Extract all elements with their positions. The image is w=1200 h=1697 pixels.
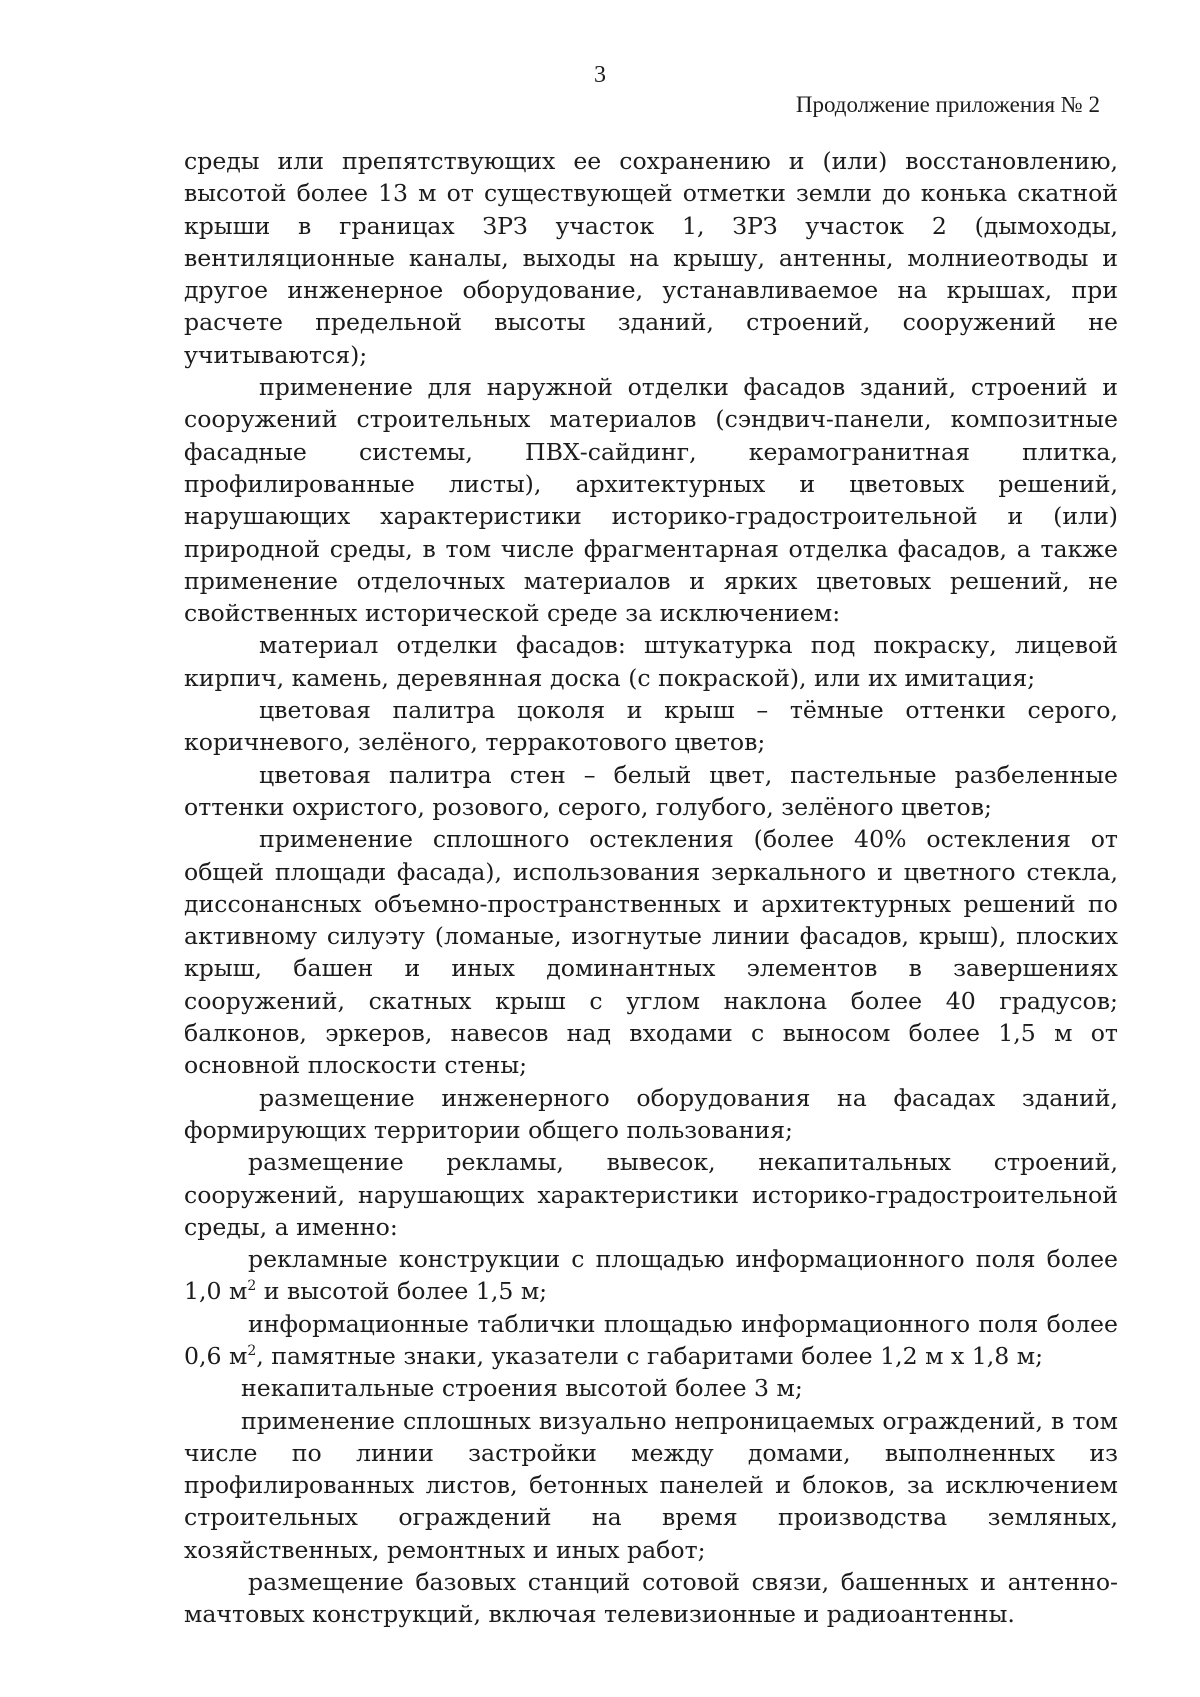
paragraph-text: информационные таблички площадью информационного поля более 0,6 м — [184, 1309, 1118, 1370]
paragraph: некапитальные строения высотой более 3 м; — [241, 1374, 803, 1403]
paragraph: применение для наружной отделки фасадов зданий, строений и сооружений строительных материалов (сэндвич-панели, композитные фасадные системы, ПВХ-сайдинг, керамогранитная плитка, профилированные листы), архитектурных и цветовых решений, нарушающих характеристики историко-градостроительной и (или) природной среды, в том числе фрагментарная отделка фасадов, а также применение отделочных материалов и ярких цветовых решений, не свойственных исторической среде за исключением: — [184, 373, 1118, 628]
paragraph: среды или препятствующих ее сохранению и (или) восстановлению, высотой более 13 м от существующей отметки земли до конька скатной крыши в границах ЗРЗ участок 1, ЗРЗ участок 2 (дымоходы, вентиляционные каналы, выходы на крышу, антенны, молниеотводы и другое инженерное оборудование, устанавливаемое на крышах, при расчете предельной высоты зданий, строений, сооружений не учитываются); — [184, 147, 1118, 369]
superscript: 2 — [247, 1278, 257, 1295]
paragraph-text: рекламные конструкции с площадью информационного поля более 1,0 м — [184, 1245, 1118, 1306]
paragraph — [184, 1146, 1118, 1243]
paragraph: размещение базовых станций сотовой связи, башенных и антенно-мачтовых конструкций, включая телевизионные и радиоантенны. — [184, 1568, 1118, 1629]
superscript: 2 — [247, 1343, 257, 1360]
paragraph — [184, 1308, 1118, 1373]
paragraph-text: и высотой более 1,5 м; — [256, 1277, 548, 1306]
document-body — [184, 145, 1118, 1631]
page-number: 3 — [594, 62, 606, 88]
paragraph: цветовая палитра цоколя и крыш – тёмные оттенки серого, коричневого, зелёного, терракотового цветов; — [184, 696, 1118, 757]
paragraph: применение сплошных визуально непроницаемых ограждений, в том числе по линии застройки между домами, выполненных из профилированных листов, бетонных панелей и блоков, за исключением строительных ограждений на время производства земляных, хозяйственных, ремонтных и иных работ; — [184, 1406, 1118, 1564]
paragraph-text: размещение рекламы, вывесок, некапитальных строений, сооружений, нарушающих характеристики историко-градостроительной среды, а именно: — [184, 1148, 1118, 1241]
appendix-continuation-label: Продолжение приложения № 2 — [795, 92, 1100, 117]
paragraph: материал отделки фасадов: штукатурка под покраску, лицевой кирпич, камень, деревянная доска (с покраской), или их имитация; — [184, 631, 1118, 692]
paragraph-text: , памятные знаки, указатели с габаритами более 1,2 м х 1,8 м; — [256, 1341, 1044, 1370]
paragraph — [184, 1243, 1118, 1308]
paragraph: размещение инженерного оборудования на фасадах зданий, формирующих территории общего пользования; — [184, 1083, 1118, 1144]
paragraph: применение сплошного остекления (более 40% остекления от общей площади фасада), использования зеркального и цветного стекла, диссонансных объемно-пространственных и архитектурных решений по активному силуэту (ломаные, изогнутые линии фасадов, крыш), плоских крыш, башен и иных доминантных элементов в завершениях сооружений, скатных крыш с углом наклона более 40 градусов; балконов, эркеров, навесов над входами с выносом более 1,5 м от основной плоскости стены; — [184, 825, 1118, 1080]
paragraph: цветовая палитра стен – белый цвет, пастельные разбеленные оттенки охристого, розового, серого, голубого, зелёного цветов; — [184, 760, 1118, 821]
